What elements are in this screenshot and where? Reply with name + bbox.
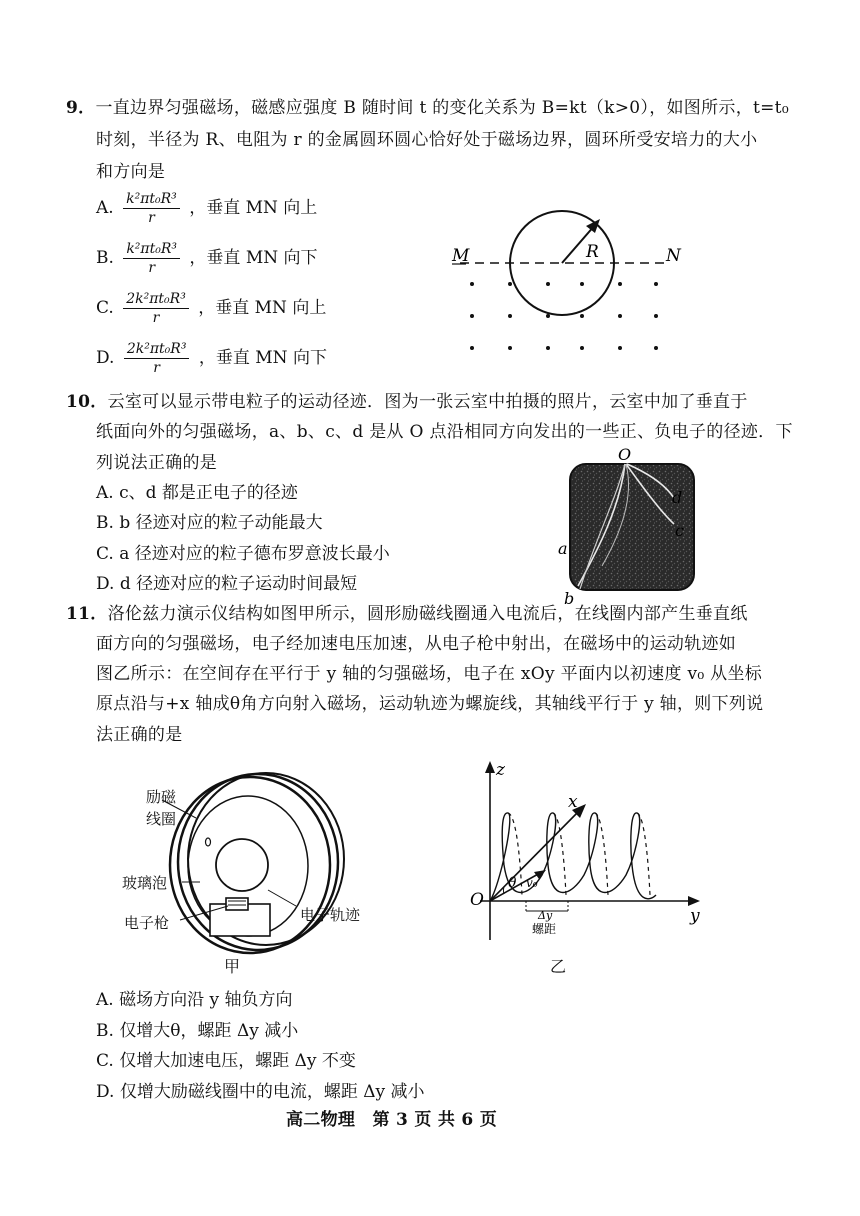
label-pitch: 螺距 [532,922,557,936]
option-a[interactable] [96,190,317,227]
option-b[interactable] [96,240,318,277]
fraction-numerator: 2k²πt₀R³ [124,340,190,359]
label-m: M [452,246,470,266]
option-text: ，垂直 MN 向上 [198,298,327,318]
label-z: z [496,760,505,780]
option-a[interactable] [96,481,298,505]
question-number: 10． [66,392,108,412]
label-b: b [564,589,575,608]
question-text-line: 时刻，半径为 R、电阻为 r 的金属圆环圆心恰好处于磁场边界，圆环所受安培力的大小 [96,130,758,150]
label-a: a [558,539,568,558]
label-theta: θ [508,875,517,891]
option-text: c、d 都是正电子的径迹 [119,483,298,503]
option-letter: D. [96,1082,115,1102]
option-d[interactable] [96,1080,425,1104]
option-text: 磁场方向沿 y 轴负方向 [119,990,293,1010]
question-text-line: 一直边界匀强磁场，磁感应强度 B 随时间 t 的变化关系为 B=kt（k>0），如图所示，t=t₀ [95,98,789,118]
option-letter: D. [96,348,115,368]
formula-fraction [124,340,190,377]
label-y: y [690,906,700,926]
option-c[interactable] [96,542,390,566]
fraction-numerator: k²πt₀R³ [123,240,180,259]
option-letter: A. [96,990,114,1010]
option-text: 仅增大θ，螺距 Δy 减小 [119,1021,299,1041]
question-number: 11． [66,604,108,624]
helix-trajectory-figure [460,755,720,945]
page-footer: 高二物理 第 3 页 共 6 页 [286,1110,498,1130]
option-text: ，垂直 MN 向下 [198,348,327,368]
figure-caption-yi: 乙 [550,957,567,976]
label-glass-bulb: 玻璃泡 [122,874,168,892]
question-text-line: 纸面向外的匀强磁场，a、b、c、d 是从 O 点沿相同方向发出的一些正、负电子的径迹．下 [96,422,793,442]
option-text: b 径迹对应的粒子动能最大 [119,513,323,533]
question-text-line: 洛伦兹力演示仪结构如图甲所示，圆形励磁线圈通入电流后，在线圈内部产生垂直纸 [107,604,748,624]
label-electron-gun: 电子枪 [124,914,170,932]
option-letter: A. [96,198,114,218]
option-letter: B. [96,1021,114,1041]
option-letter: C. [96,298,114,318]
label-v0: v₀ [526,876,538,890]
formula-fraction [123,240,180,277]
leader-track [268,890,296,906]
ring-magnetic-field-figure [440,205,700,365]
label-o: O [618,446,632,464]
option-text: d 径迹对应的粒子运动时间最短 [119,574,358,594]
label-delta-y: Δy [538,909,553,922]
label-coil-2: 线圈 [146,810,177,828]
electron-gun [226,898,248,910]
option-b[interactable] [96,1019,298,1043]
option-text: ，垂直 MN 向下 [189,248,318,268]
option-letter: B. [96,513,114,533]
formula-fraction [123,290,189,327]
label-coil-1: 励磁 [146,788,177,806]
option-letter: A. [96,483,114,503]
option-text: a 径迹对应的粒子德布罗意波长最小 [119,544,390,564]
option-d[interactable] [96,572,357,596]
electron-orbit [216,839,268,891]
fraction-denominator: r [148,260,156,276]
label-c: c [675,521,684,540]
label-n: N [666,246,681,266]
label-x: x [568,792,578,812]
label-d: d [672,488,683,507]
fraction-denominator: r [153,360,160,376]
question-text-line: 和方向是 [96,162,166,182]
option-a[interactable] [96,988,293,1012]
question-text-line: 面方向的匀强磁场，电子经加速电压加速，从电子枪中射出，在磁场中的运动轨迹如 [96,634,737,654]
fraction-denominator: r [148,210,155,226]
question-text-line: 图乙所示：在空间存在平行于 y 轴的匀强磁场，电子在 xOy 平面内以初速度 v₀ 从坐标 [96,664,763,684]
option-text: 仅增大励磁线圈中的电流，螺距 Δy 减小 [119,1082,425,1102]
question-text-line: 原点沿与+x 轴成θ角方向射入磁场，运动轨迹为螺旋线，其轴线平行于 y 轴，则下列说 [96,694,764,714]
option-c[interactable] [96,1049,356,1073]
formula-fraction [123,190,180,227]
cloud-chamber-photo [550,446,700,608]
field-dots [470,282,658,350]
option-b[interactable] [96,511,323,535]
option-text: 仅增大加速电压，螺距 Δy 不变 [119,1051,356,1071]
question-text-line: 云室可以显示带电粒子的运动径迹．图为一张云室中拍摄的照片，云室中加了垂直于 [107,392,748,412]
option-c[interactable] [96,290,326,327]
figure-caption-jia: 甲 [224,957,241,976]
question-text-line: 法正确的是 [96,725,183,745]
question-text-line: 列说法正确的是 [96,453,218,473]
option-d[interactable] [96,340,327,377]
fraction-numerator: 2k²πt₀R³ [123,290,189,309]
option-letter: B. [96,248,114,268]
option-letter: C. [96,544,114,564]
option-letter: C. [96,1051,114,1071]
fraction-denominator: r [152,310,160,326]
option-letter: D. [96,574,115,594]
label-electron-track: 电子轨迹 [300,906,361,924]
label-o: O [470,890,484,910]
fraction-numerator: k²πt₀R³ [123,190,180,209]
label-r: R [586,242,599,262]
option-text: ，垂直 MN 向上 [189,198,318,218]
question-number: 9． [66,98,96,118]
